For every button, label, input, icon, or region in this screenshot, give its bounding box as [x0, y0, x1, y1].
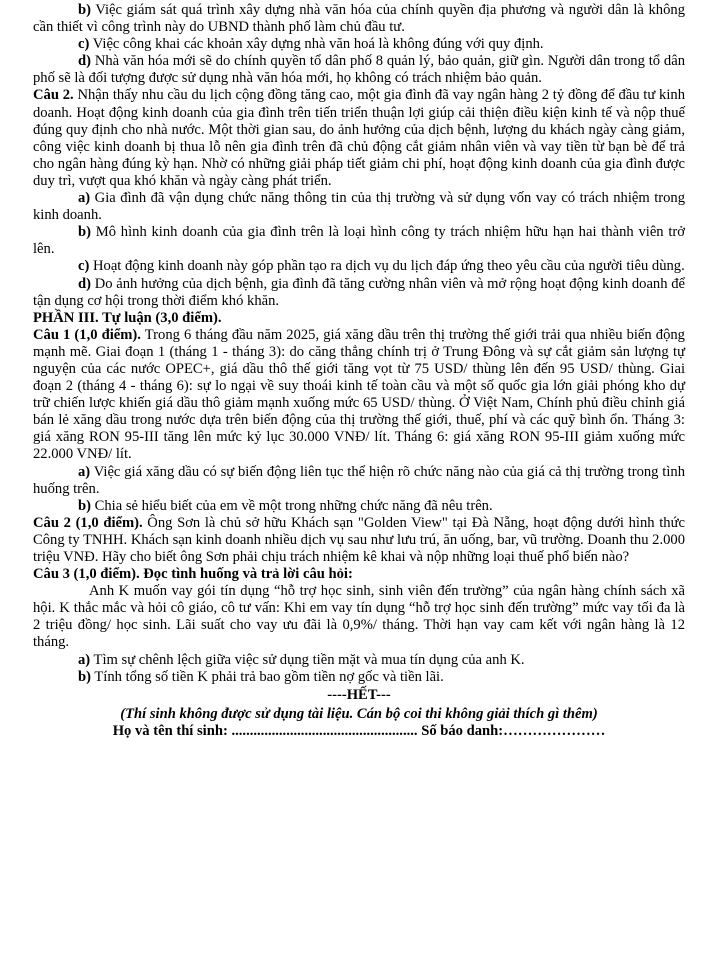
question-text [33, 327, 685, 464]
option-letter: b) [78, 497, 91, 514]
candidate-info-line: Họ và tên thí sinh: ................................................... Số báo danh:………………… [112, 722, 606, 739]
option-letter: a) [78, 190, 91, 207]
question-body: Ông Sơn là chủ sở hữu Khách sạn "Golden View" tại Đà Nẵng, hoạt động dưới hình thức Công ty TNHH. Khách sạn kinh doanh nhiều dịch vụ sau như lưu trú, ăn uống, bar, vũ trường. Doanh thu 2.000 triệu VNĐ. Hãy cho biết ông Sơn phải chịu trách nhiệm kê khai và nộp những loại thuế phổ biến nào? [33, 514, 685, 565]
answer-option [33, 276, 685, 310]
answer-option [33, 652, 685, 669]
option-text: Mô hình kinh doanh của gia đình trên là loại hình công ty trách nhiệm hữu hạn hai thành viên trở lên. [33, 224, 685, 258]
option-text: Việc giá xăng dầu có sự biến động liên tục thể hiện rõ chức năng nào của giá cả thị trường trong tình huống trên. [33, 463, 685, 497]
answer-option [33, 36, 685, 53]
option-text: Do ảnh hưởng của dịch bệnh, gia đình đã tăng cường nhân viên và mở rộng hoạt động kinh doanh để tận dụng cơ hội trong thời điểm khó khăn. [33, 275, 685, 309]
question-label: Câu 3 (1,0 điểm). Đọc tình huống và trả lời câu hỏi: [33, 566, 353, 583]
answer-option [33, 190, 685, 224]
option-letter: b) [78, 668, 91, 685]
question-text [33, 566, 685, 583]
footer-note: (Thí sinh không được sử dụng tài liệu. Cán bộ coi thi không giải thích gì thêm) [120, 705, 598, 722]
question-text [33, 87, 685, 190]
option-letter: b) [78, 224, 91, 241]
question-body: Nhận thấy nhu cầu du lịch cộng đồng tăng cao, một gia đình đã vay ngân hàng 2 tỷ đồng để đầu tư kinh doanh. Hoạt động kinh doanh của gia đình trên tiến triển thuận lợi giúp cải thiện điều kiện kinh tế và nộp thuế đúng quy định cho nhà nước. Một thời gian sau, do ảnh hưởng của dịch bệnh, lượng du khách ngày càng giảm, công việc kinh doanh bị thua lỗ nên gia đình trên đã chủ động cắt giảm nhân viên và vay tiền từ bạn bè để trả cho ngân hàng đúng kỳ hạn. Nhờ có những giải pháp tiết giảm chi phí, hoạt động kinh doanh của gia đình được duy trì, vượt qua khó khăn và ngày càng phát triển. [33, 87, 686, 189]
answer-option [33, 464, 685, 498]
option-text: Nhà văn hóa mới sẽ do chính quyền tổ dân phố 8 quản lý, bảo quản, giữ gìn. Người dân trong tổ dân phố sẽ là đối tượng được sử dụng nhà văn hóa mới, họ không có trách nhiệm bảo quản. [33, 53, 685, 87]
question-label: Câu 2. [33, 87, 74, 104]
part-heading: PHẦN III. Tự luận (3,0 điểm). [33, 309, 222, 326]
answer-option [33, 258, 685, 275]
question-label: Câu 2 (1,0 điểm). [33, 514, 143, 531]
option-text: Tìm sự chênh lệch giữa việc sử dụng tiền mặt và mua tín dụng của anh K. [90, 651, 525, 668]
answer-option [33, 224, 685, 258]
scenario-paragraph: Anh K muốn vay gói tín dụng “hỗ trợ học sinh, sinh viên đến trường” của ngân hàng chính sách xã hội. K thắc mắc và hỏi cô giáo, cô tư vấn: Khi em vay tín dụng “hỗ trợ học sinh đến trường” mức vay tối đa là 2 triệu đồng/ học sinh. Lãi suất cho vay ưu đãi là 0,9%/ tháng. Thời hạn vay cam kết với ngân hàng là 12 tháng. [33, 583, 685, 651]
option-text: Việc công khai các khoản xây dựng nhà văn hoá là không đúng với quy định. [89, 36, 544, 53]
option-letter: d) [78, 53, 91, 70]
option-text: Gia đình đã vận dụng chức năng thông tin của thị trường và sử dụng vốn vay có trách nhiệm trong kinh doanh. [33, 190, 685, 224]
question-label: Câu 1 (1,0 điểm). [33, 326, 141, 343]
option-letter: d) [78, 275, 91, 292]
answer-option [33, 2, 685, 36]
answer-option [33, 53, 685, 87]
option-letter: c) [78, 258, 90, 275]
answer-option [33, 498, 685, 515]
option-letter: c) [78, 36, 90, 53]
exam-content [33, 2, 685, 686]
option-letter: b) [78, 2, 91, 18]
option-text: Việc giám sát quá trình xây dựng nhà văn hóa của chính quyền địa phương và người dân là không cần thiết vì công trình này do UBND thành phố làm chủ đầu tư. [33, 2, 685, 36]
question-body: Trong 6 tháng đầu năm 2025, giá xăng dầu trên thị trường thế giới trải qua nhiều biến động mạnh mẽ. Giai đoạn 1 (tháng 1 - tháng 3): do căng thẳng chính trị ở Trung Đông và sự cắt giảm sản lượng tự nguyện của các nước OPEC+, giá dầu thô thế giới tăng vọt từ 75 USD/ thùng lên đến 95 USD/ thùng. Giai đoạn 2 (tháng 4 - tháng 6): sự lo ngại về suy thoái kinh tế toàn cầu và một số quốc gia lớn giải phóng kho dự trữ chiến lược khiến giá dầu thô giảm mạnh xuống mức 65 USD/ thùng. Ở Việt Nam, Chính phủ điều chỉnh giá bán lẻ xăng dầu trong nước dựa trên biến động của thị trường thế giới, thuế, phí và các quỹ bình ổn. Tháng 3: giá xăng RON 95-III tăng lên mức kỷ lục 30.000 VNĐ/ lít. Tháng 6: giá xăng RON 95-III giảm xuống mức 22.000 VNĐ/ lít. [33, 326, 685, 463]
option-letter: a) [78, 651, 91, 668]
end-mark: ----HẾT--- [327, 686, 391, 703]
question-text [33, 515, 685, 566]
option-text: Tính tổng số tiền K phải trả bao gồm tiền nợ gốc và tiền lãi. [90, 668, 444, 685]
option-letter: a) [78, 463, 91, 480]
answer-option [33, 669, 685, 686]
option-text: Hoạt động kinh doanh này góp phần tạo ra dịch vụ du lịch đáp ứng theo yêu cầu của người tiêu dùng. [89, 258, 685, 275]
option-text: Chia sẻ hiểu biết của em về một trong những chức năng đã nêu trên. [90, 497, 493, 514]
